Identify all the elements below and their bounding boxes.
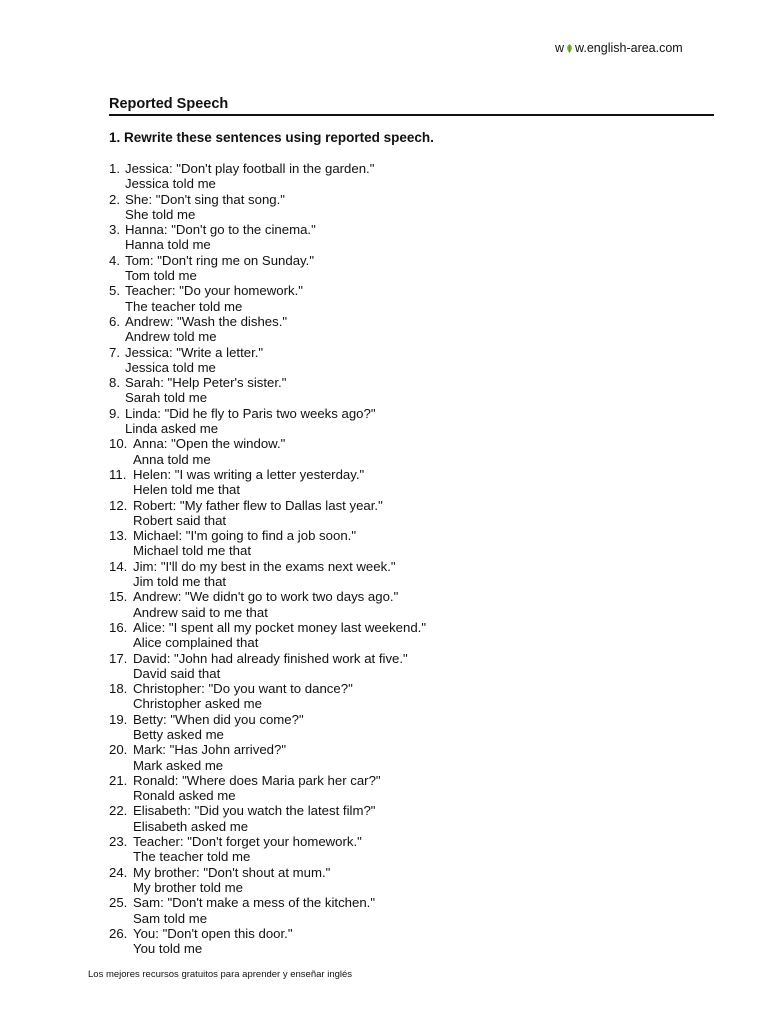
exercise-item <box>109 742 669 773</box>
item-quote: Jessica: "Write a letter." <box>125 344 264 360</box>
item-quote: Robert: "My father flew to Dallas last year." <box>133 497 383 513</box>
item-quote: Andrew: "We didn't go to work two days ago." <box>133 589 399 605</box>
exercise-item <box>109 528 669 559</box>
item-answer-prompt: David said that <box>133 665 221 681</box>
item-answer-prompt: Jim told me that <box>133 574 227 590</box>
item-answer-prompt: Hanna told me <box>125 237 211 253</box>
exercise-item <box>109 589 669 620</box>
item-quote: Jessica: "Don't play football in the garden." <box>125 161 375 176</box>
item-number: 23. <box>109 834 128 850</box>
item-number: 25. <box>109 895 128 911</box>
item-answer-prompt: Tom told me <box>125 268 197 284</box>
item-answer-prompt: Jessica told me <box>125 176 216 192</box>
exercise-item <box>109 834 669 865</box>
item-number: 26. <box>109 925 128 941</box>
item-quote: You: "Don't open this door." <box>133 925 293 941</box>
item-answer-prompt: Alice complained that <box>133 635 259 651</box>
item-answer-prompt: Robert said that <box>133 512 227 528</box>
item-answer-prompt: Andrew said to me that <box>133 604 268 620</box>
site-url-prefix: w <box>555 41 565 55</box>
item-answer-prompt: Helen told me that <box>133 482 241 498</box>
item-number: 9. <box>109 405 120 421</box>
item-number: 10. <box>109 436 128 452</box>
exercise-item <box>109 651 669 682</box>
exercise-item <box>109 865 669 896</box>
item-number: 1. <box>109 161 120 176</box>
exercise-item <box>109 192 669 223</box>
item-quote: Betty: "When did you come?" <box>133 711 304 727</box>
item-quote: Sam: "Don't make a mess of the kitchen." <box>133 895 376 911</box>
exercise-item <box>109 620 669 651</box>
item-quote: Elisabeth: "Did you watch the latest film?" <box>133 803 376 819</box>
item-number: 18. <box>109 681 128 697</box>
item-number: 17. <box>109 650 128 666</box>
exercise-item <box>109 895 669 926</box>
item-number: 7. <box>109 344 120 360</box>
item-number: 16. <box>109 619 128 635</box>
item-quote: Michael: "I'm going to find a job soon." <box>133 528 357 544</box>
exercise-item <box>109 436 669 467</box>
exercise-item <box>109 681 669 712</box>
item-answer-prompt: Sam told me <box>133 910 208 926</box>
item-number: 6. <box>109 313 120 329</box>
item-number: 20. <box>109 742 128 758</box>
page-title: Reported Speech <box>109 96 229 112</box>
item-quote: David: "John had already finished work at five." <box>133 650 408 666</box>
item-answer-prompt: Andrew told me <box>125 329 217 345</box>
item-quote: Andrew: "Wash the dishes." <box>125 313 288 329</box>
exercise-item <box>109 467 669 498</box>
exercise-item <box>109 773 669 804</box>
item-answer-prompt: My brother told me <box>133 879 243 895</box>
item-answer-prompt: You told me <box>133 941 203 957</box>
item-number: 2. <box>109 191 120 207</box>
item-quote: Sarah: "Help Peter's sister." <box>125 375 287 391</box>
exercise-item <box>109 498 669 529</box>
item-number: 24. <box>109 864 128 880</box>
item-number: 13. <box>109 528 128 544</box>
item-answer-prompt: Elisabeth asked me <box>133 818 249 834</box>
site-url <box>555 41 683 55</box>
item-answer-prompt: Christopher asked me <box>133 696 263 712</box>
item-number: 22. <box>109 803 128 819</box>
item-answer-prompt: Linda asked me <box>125 421 219 437</box>
item-answer-prompt: Anna told me <box>133 451 211 467</box>
item-quote: Helen: "I was writing a letter yesterday." <box>133 466 365 482</box>
exercise-instruction: 1. Rewrite these sentences using reported speech. <box>109 130 434 145</box>
item-number: 4. <box>109 252 120 268</box>
leaf-icon <box>565 44 574 53</box>
exercise-list <box>109 161 669 956</box>
item-quote: Anna: "Open the window." <box>133 436 286 452</box>
exercise-item <box>109 253 669 284</box>
item-quote: Teacher: "Don't forget your homework." <box>133 834 362 850</box>
item-quote: She: "Don't sing that song." <box>125 191 285 207</box>
item-quote: Hanna: "Don't go to the cinema." <box>125 222 316 238</box>
item-answer-prompt: Sarah told me <box>125 390 208 406</box>
exercise-item <box>109 406 669 437</box>
item-quote: Mark: "Has John arrived?" <box>133 742 287 758</box>
exercise-item <box>109 712 669 743</box>
exercise-item <box>109 283 669 314</box>
item-answer-prompt: The teacher told me <box>133 849 251 865</box>
item-number: 21. <box>109 772 128 788</box>
item-number: 3. <box>109 222 120 238</box>
exercise-item <box>109 803 669 834</box>
item-answer-prompt: Betty asked me <box>133 726 224 742</box>
item-answer-prompt: Ronald asked me <box>133 788 236 804</box>
item-answer-prompt: The teacher told me <box>125 298 243 314</box>
item-number: 5. <box>109 283 120 299</box>
exercise-item <box>109 314 669 345</box>
item-number: 14. <box>109 558 128 574</box>
exercise-item <box>109 926 669 957</box>
item-quote: Christopher: "Do you want to dance?" <box>133 681 353 697</box>
exercise-item <box>109 559 669 590</box>
item-number: 12. <box>109 497 128 513</box>
item-answer-prompt: Jessica told me <box>125 359 216 375</box>
exercise-item <box>109 345 669 376</box>
item-quote: Ronald: "Where does Maria park her car?" <box>133 772 381 788</box>
item-quote: Tom: "Don't ring me on Sunday." <box>125 252 315 268</box>
item-quote: Jim: "I'll do my best in the exams next week." <box>133 558 396 574</box>
item-quote: Alice: "I spent all my pocket money last weekend." <box>133 619 427 635</box>
item-answer-prompt: She told me <box>125 206 196 222</box>
item-quote: Teacher: "Do your homework." <box>125 283 303 299</box>
item-quote: My brother: "Don't shout at mum." <box>133 864 331 880</box>
item-number: 19. <box>109 711 128 727</box>
item-number: 8. <box>109 375 120 391</box>
item-quote: Linda: "Did he fly to Paris two weeks ago?" <box>125 405 376 421</box>
site-url-suffix: w.english-area.com <box>575 41 683 55</box>
exercise-item <box>109 375 669 406</box>
item-answer-prompt: Michael told me that <box>133 543 252 559</box>
item-answer-prompt: Mark asked me <box>133 757 224 773</box>
exercise-item <box>109 222 669 253</box>
exercise-item <box>109 161 669 192</box>
title-divider <box>109 114 714 116</box>
item-number: 11. <box>109 466 127 482</box>
item-number: 15. <box>109 589 128 605</box>
footer-tagline: Los mejores recursos gratuitos para aprender y enseñar inglés <box>88 969 353 980</box>
